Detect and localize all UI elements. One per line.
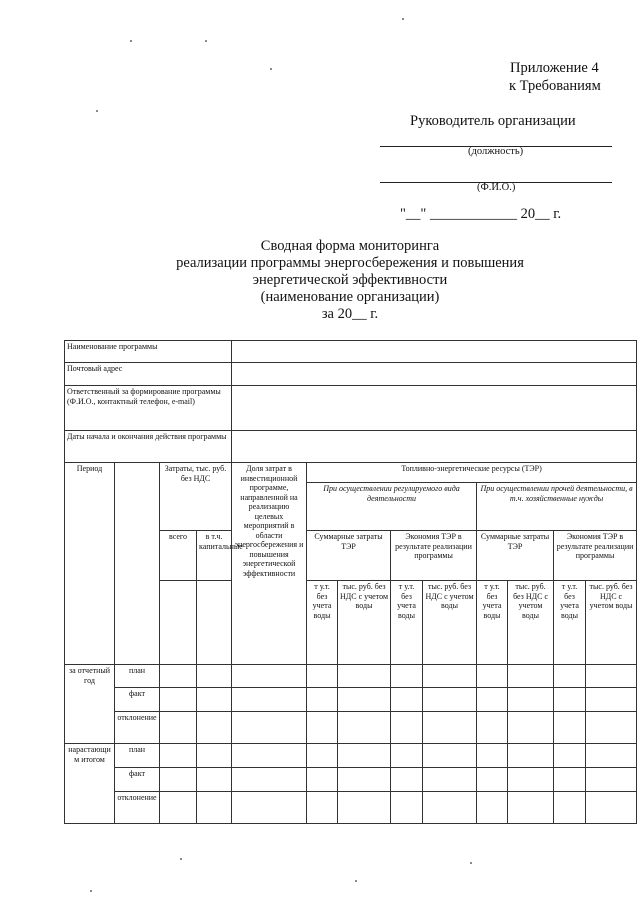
scan-speck — [90, 890, 92, 892]
data-cell[interactable] — [423, 665, 477, 688]
data-cell[interactable] — [586, 792, 637, 824]
data-cell[interactable] — [477, 712, 508, 744]
tut-header: т у.т. без учета воды — [554, 581, 586, 665]
data-cell[interactable] — [338, 688, 391, 712]
data-cell[interactable] — [232, 768, 307, 792]
other-activity-header: При осуществлении прочей деятельности, в т.ч. хозяйственные нужды — [477, 483, 637, 531]
fact-label: факт — [115, 688, 160, 712]
data-cell[interactable] — [508, 768, 554, 792]
data-cell[interactable] — [391, 768, 423, 792]
data-cell[interactable] — [477, 744, 508, 768]
data-cell[interactable] — [232, 744, 307, 768]
table-row — [65, 744, 637, 768]
data-cell[interactable] — [338, 792, 391, 824]
data-cell[interactable] — [554, 744, 586, 768]
total-costs-header: всего — [160, 531, 197, 581]
deviation-label: отклонение — [115, 792, 160, 824]
info-row-address — [65, 363, 637, 386]
data-cell[interactable] — [338, 768, 391, 792]
trub-header: тыс. руб. без НДС с учетом воды — [423, 581, 477, 665]
data-cell[interactable] — [586, 768, 637, 792]
data-cell[interactable] — [554, 768, 586, 792]
data-cell[interactable] — [197, 792, 232, 824]
title-line-5: за 20__ г. — [321, 306, 379, 322]
savings-header: Экономия ТЭР в результате реализации программы — [554, 531, 637, 581]
data-cell[interactable] — [232, 792, 307, 824]
data-cell[interactable] — [554, 688, 586, 712]
data-cell[interactable] — [423, 768, 477, 792]
tut-header: т у.т. без учета воды — [477, 581, 508, 665]
blank-header-cell — [115, 463, 160, 665]
table-row — [65, 688, 637, 712]
tut-header: т у.т. без учета воды — [307, 581, 338, 665]
data-cell[interactable] — [391, 744, 423, 768]
data-cell[interactable] — [391, 712, 423, 744]
data-cell[interactable] — [338, 744, 391, 768]
data-cell[interactable] — [160, 792, 197, 824]
head-of-org-label: Руководитель организации — [410, 113, 576, 129]
scan-speck — [402, 18, 404, 20]
scan-speck — [180, 858, 182, 860]
data-cell[interactable] — [307, 768, 338, 792]
data-cell[interactable] — [477, 665, 508, 688]
data-cell[interactable] — [508, 665, 554, 688]
info-label: Даты начала и окончания действия программы — [65, 431, 232, 463]
data-cell[interactable] — [160, 688, 197, 712]
data-cell[interactable] — [232, 712, 307, 744]
regulated-header: При осуществлении регулируемого вида деятельности — [307, 483, 477, 531]
data-cell[interactable] — [307, 744, 338, 768]
data-cell[interactable] — [232, 688, 307, 712]
blank-header-cell — [160, 581, 197, 665]
period-header: Период — [65, 463, 115, 665]
data-cell[interactable] — [160, 665, 197, 688]
data-cell[interactable] — [307, 688, 338, 712]
data-cell[interactable] — [391, 688, 423, 712]
info-row-program-name — [65, 341, 637, 363]
requirements-label: к Требованиям — [509, 78, 601, 94]
data-cell[interactable] — [197, 665, 232, 688]
plan-label: план — [115, 744, 160, 768]
data-cell[interactable] — [197, 744, 232, 768]
data-cell[interactable] — [554, 665, 586, 688]
data-cell[interactable] — [307, 712, 338, 744]
trub-header: тыс. руб. без НДС с учетом воды — [338, 581, 391, 665]
data-cell[interactable] — [307, 665, 338, 688]
scan-speck — [270, 68, 272, 70]
data-cell[interactable] — [554, 712, 586, 744]
data-cell[interactable] — [477, 688, 508, 712]
title-line-4: (наименование организации) — [260, 289, 440, 305]
savings-header: Экономия ТЭР в результате реализации программы — [391, 531, 477, 581]
table-row — [65, 768, 637, 792]
position-caption: (должность) — [468, 146, 524, 157]
data-cell[interactable] — [338, 712, 391, 744]
data-cell[interactable] — [160, 768, 197, 792]
info-value-cell[interactable] — [232, 363, 637, 386]
costs-header: Затраты, тыс. руб. без НДС — [160, 463, 232, 531]
capital-costs-header: в т.ч. капитальные — [197, 531, 232, 581]
table-row — [65, 792, 637, 824]
total-fer-header: Суммарные затраты ТЭР — [477, 531, 554, 581]
appendix-label: Приложение 4 — [510, 60, 599, 76]
info-label: Наименование программы — [65, 341, 232, 363]
cumulative-label: нарастающим итогом — [65, 744, 115, 824]
total-fer-header: Суммарные затраты ТЭР — [307, 531, 391, 581]
scan-speck — [96, 110, 98, 112]
info-value-cell[interactable] — [232, 386, 637, 431]
data-cell[interactable] — [477, 768, 508, 792]
data-cell[interactable] — [586, 665, 637, 688]
info-value-cell[interactable] — [232, 431, 637, 463]
share-header: Доля затрат в инвестиционной программе, направленной на реализацию целевых мероприятий в области энергосбережения и повышения энергетической эффективности — [232, 463, 307, 665]
data-cell[interactable] — [477, 792, 508, 824]
title-line-2: реализации программы энергосбережения и повышения — [176, 255, 524, 271]
data-cell[interactable] — [508, 744, 554, 768]
scan-speck — [470, 862, 472, 864]
data-cell[interactable] — [338, 665, 391, 688]
trub-header: тыс. руб. без НДС с учетом воды — [586, 581, 637, 665]
title-line-3: энергетической эффективности — [252, 272, 448, 288]
data-cell[interactable] — [307, 792, 338, 824]
date-line: "__" ____________ 20__ г. — [400, 206, 562, 222]
data-cell[interactable] — [391, 665, 423, 688]
data-cell[interactable] — [586, 744, 637, 768]
data-cell[interactable] — [197, 768, 232, 792]
plan-label: план — [115, 665, 160, 688]
table-row — [65, 665, 637, 688]
data-cell[interactable] — [508, 712, 554, 744]
data-cell[interactable] — [554, 792, 586, 824]
data-cell[interactable] — [586, 688, 637, 712]
blank-header-cell — [197, 581, 232, 665]
info-row-dates — [65, 431, 637, 463]
data-cell[interactable] — [508, 792, 554, 824]
scan-speck — [205, 40, 207, 42]
tut-header: т у.т. без учета воды — [391, 581, 423, 665]
info-label: Ответственный за формирование программы (Ф.И.О., контактный телефон, e-mail) — [65, 386, 232, 431]
data-cell[interactable] — [197, 712, 232, 744]
scan-speck — [355, 880, 357, 882]
data-cell[interactable] — [423, 712, 477, 744]
info-label: Почтовый адрес — [65, 363, 232, 386]
fio-caption: (Ф.И.О.) — [477, 182, 516, 193]
fact-label: факт — [115, 768, 160, 792]
data-cell[interactable] — [423, 688, 477, 712]
reporting-year-label: за отчетный год — [65, 665, 115, 744]
data-cell[interactable] — [586, 712, 637, 744]
fer-header: Топливно-энергетические ресурсы (ТЭР) — [307, 463, 637, 483]
data-cell[interactable] — [391, 792, 423, 824]
form-title — [100, 238, 600, 323]
scan-speck — [130, 40, 132, 42]
trub-header: тыс. руб. без НДС с учетом воды — [508, 581, 554, 665]
data-cell[interactable] — [197, 688, 232, 712]
data-cell[interactable] — [232, 665, 307, 688]
monitoring-table — [64, 340, 637, 824]
data-cell[interactable] — [508, 688, 554, 712]
title-line-1: Сводная форма мониторинга — [260, 238, 440, 254]
table-row — [65, 712, 637, 744]
data-cell[interactable] — [160, 744, 197, 768]
data-cell[interactable] — [160, 712, 197, 744]
info-value-cell[interactable] — [232, 341, 637, 363]
data-cell[interactable] — [423, 792, 477, 824]
info-row-responsible — [65, 386, 637, 431]
data-cell[interactable] — [423, 744, 477, 768]
deviation-label: отклонение — [115, 712, 160, 744]
